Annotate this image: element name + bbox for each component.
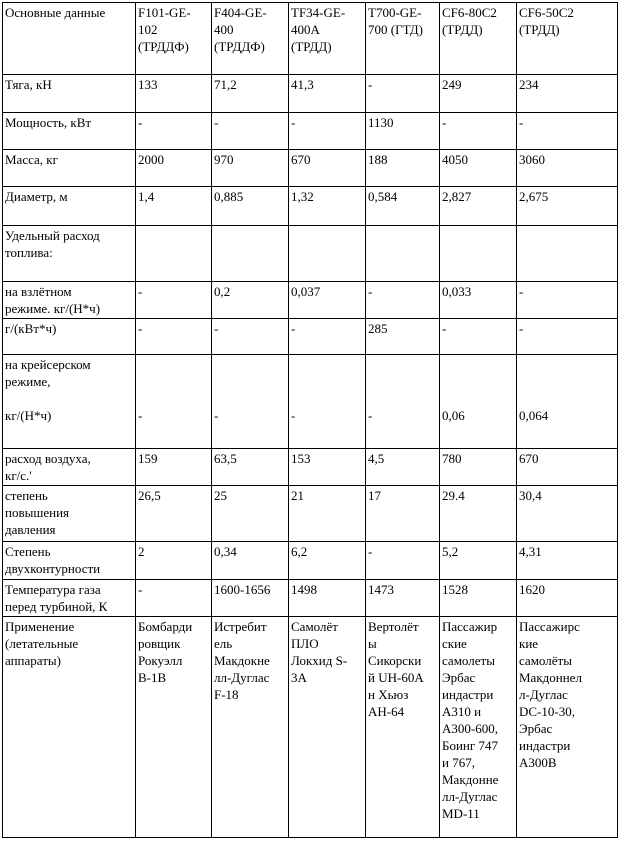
table-cell: 1528 [440, 580, 517, 617]
table-cell: 0,584 [366, 187, 440, 226]
table-cell: 285 [366, 319, 440, 355]
table-cell: 2 [136, 542, 212, 580]
row-label: на крейсерском режиме, кг/(Н*ч) [3, 355, 136, 449]
table-cell: 780 [440, 449, 517, 486]
table-cell: 71,2 [212, 75, 289, 113]
table-cell: 970 [212, 150, 289, 187]
row-label: г/(кВт*ч) [3, 319, 136, 355]
table-row [3, 319, 618, 355]
table-cell: - [440, 319, 517, 355]
table-cell: - [212, 319, 289, 355]
table-cell: 30,4 [517, 486, 618, 542]
table-cell: 3060 [517, 150, 618, 187]
table-cell [517, 226, 618, 282]
table-cell: 0,037 [289, 282, 366, 319]
row-label: Удельный расход топлива: [3, 226, 136, 282]
table-cell: 133 [136, 75, 212, 113]
table-cell: 234 [517, 75, 618, 113]
table-cell: - [136, 113, 212, 150]
table-row [3, 617, 618, 838]
row-label: Степень двухконтурности [3, 542, 136, 580]
table-cell: 0,033 [440, 282, 517, 319]
table-cell: 0,2 [212, 282, 289, 319]
table-cell: 0,885 [212, 187, 289, 226]
table-cell: 1,32 [289, 187, 366, 226]
table-cell: Самолёт ПЛО Локхид S- 3A [289, 617, 366, 838]
table-cell: 17 [366, 486, 440, 542]
table-cell: - [366, 542, 440, 580]
table-cell: - [289, 319, 366, 355]
table-cell [212, 226, 289, 282]
table-cell: 1620 [517, 580, 618, 617]
table-cell: - [517, 282, 618, 319]
table-cell: 670 [517, 449, 618, 486]
table-cell: 63,5 [212, 449, 289, 486]
row-label: степень повышения давления [3, 486, 136, 542]
table-cell: 188 [366, 150, 440, 187]
table-cell: 4,31 [517, 542, 618, 580]
row-label: Диаметр, м [3, 187, 136, 226]
table-cell: 0,34 [212, 542, 289, 580]
row-label: Тяга, кН [3, 75, 136, 113]
table-cell: 41,3 [289, 75, 366, 113]
table-cell: 4,5 [366, 449, 440, 486]
table-cell: Бомбарди ровщик Рокуэлл B-1B [136, 617, 212, 838]
table-header-row [3, 3, 618, 75]
table-cell: 670 [289, 150, 366, 187]
table-cell [366, 226, 440, 282]
row-label: расход воздуха, кг/с.' [3, 449, 136, 486]
table-cell: Истребит ель Макдокне лл-Дуглас F-18 [212, 617, 289, 838]
table-cell: 1473 [366, 580, 440, 617]
header-cell: T700-GE- 700 (ГТД) [366, 3, 440, 75]
table-cell: 2,675 [517, 187, 618, 226]
table-cell: 5,2 [440, 542, 517, 580]
row-label: Применение (летательные аппараты) [3, 617, 136, 838]
header-cell: CF6-80C2 (ТРДД) [440, 3, 517, 75]
header-cell: F101-GE- 102 (ТРДДФ) [136, 3, 212, 75]
table-cell: 159 [136, 449, 212, 486]
table-cell: - [440, 113, 517, 150]
table-cell: - [366, 282, 440, 319]
table-cell: 0,064 [517, 355, 618, 449]
table-cell: - [289, 113, 366, 150]
row-label: Мощность, кВт [3, 113, 136, 150]
table-cell: - [517, 113, 618, 150]
table-cell: - [136, 319, 212, 355]
table-cell [289, 226, 366, 282]
table-cell: 153 [289, 449, 366, 486]
header-cell: CF6-50C2 (ТРДД) [517, 3, 618, 75]
table-row [3, 75, 618, 113]
table-cell: 26,5 [136, 486, 212, 542]
table-row [3, 449, 618, 486]
table-cell: 29.4 [440, 486, 517, 542]
table-cell: 6,2 [289, 542, 366, 580]
table-row [3, 282, 618, 319]
row-label: Масса, кг [3, 150, 136, 187]
table-cell: 4050 [440, 150, 517, 187]
table-cell: - [212, 355, 289, 449]
table-row [3, 355, 618, 449]
table-cell: 1498 [289, 580, 366, 617]
table-cell: 1600-1656 [212, 580, 289, 617]
row-label: Температура газа перед турбиной, К [3, 580, 136, 617]
table-row [3, 187, 618, 226]
table-cell: - [212, 113, 289, 150]
table-cell: - [289, 355, 366, 449]
row-label: на взлётном режиме. кг/(Н*ч) [3, 282, 136, 319]
table-cell: Пассажир ские самолеты Эрбас индастри A310 и A300-600, Боинг 747 и 767, Макдонне лл-Дуглас MD-11 [440, 617, 517, 838]
table-cell: - [517, 319, 618, 355]
table-cell: 2000 [136, 150, 212, 187]
table-cell: Вертолёт ы Сикорски й UH-60A н Хьюз AH-64 [366, 617, 440, 838]
table-cell: - [366, 75, 440, 113]
table-cell: 25 [212, 486, 289, 542]
table-cell: - [366, 355, 440, 449]
table-row [3, 226, 618, 282]
table-cell: - [136, 355, 212, 449]
table-cell: Пассажирс кие самолёты Макдоннел л-Дуглас DC-10-30, Эрбас индастри A300B [517, 617, 618, 838]
header-cell: F404-GE- 400 (ТРДДФ) [212, 3, 289, 75]
header-cell: Основные данные [3, 3, 136, 75]
table-cell: 21 [289, 486, 366, 542]
table-cell: 1,4 [136, 187, 212, 226]
table-row [3, 113, 618, 150]
table-row [3, 486, 618, 542]
table-cell: 1130 [366, 113, 440, 150]
table-cell: 0,06 [440, 355, 517, 449]
table-cell: - [136, 282, 212, 319]
header-cell: TF34-GE- 400A (ТРДД) [289, 3, 366, 75]
table-cell: - [136, 580, 212, 617]
table-row [3, 542, 618, 580]
table-row [3, 150, 618, 187]
table-cell [440, 226, 517, 282]
engine-data-table [2, 2, 618, 838]
table-cell: 249 [440, 75, 517, 113]
table-row [3, 580, 618, 617]
table-cell: 2,827 [440, 187, 517, 226]
table-cell [136, 226, 212, 282]
